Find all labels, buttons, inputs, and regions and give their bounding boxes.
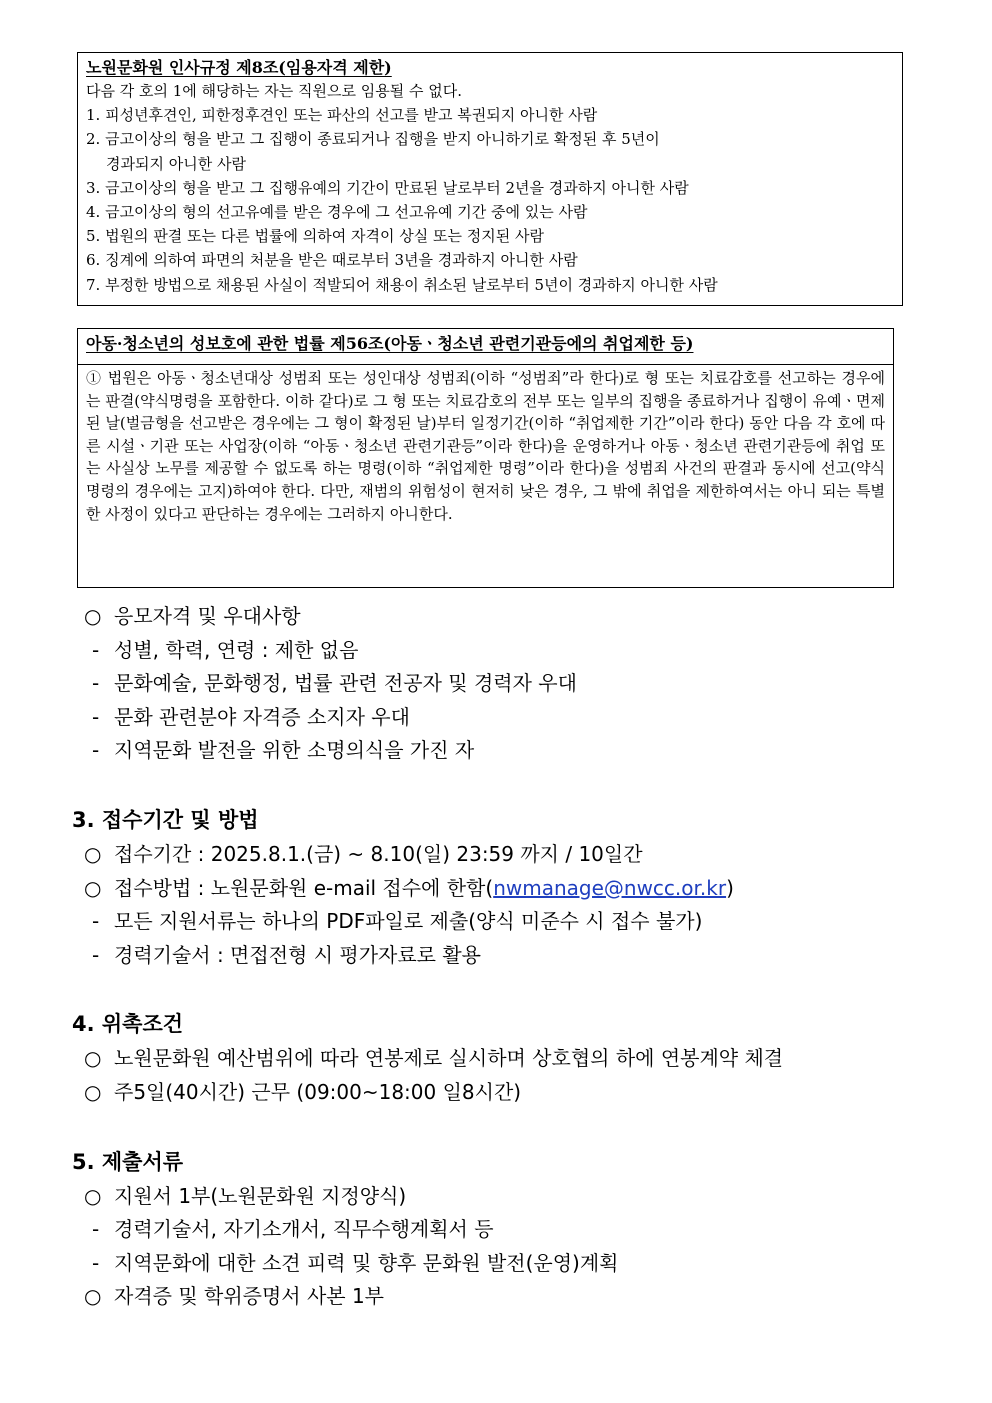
circle-bullet: ○: [84, 1079, 102, 1104]
qualification-item: - 문화예술, 문화행정, 법률 관련 전공자 및 경력자 우대: [72, 667, 932, 701]
personnel-rule-title: 노원문화원 인사규정 제8조(임용자격 제한): [86, 58, 392, 77]
dash-bullet: -: [92, 738, 100, 763]
child-protection-law-paragraph: ① 법원은 아동ㆍ청소년대상 성범죄 또는 성인대상 성범죄(이하 “성범죄”라 한다)로 형 또는 치료감호를 선고하는 경우에는 판결(약식명령을 포함한다. 이하 같다)로 그 형 또는 치료감호의 전부 또는 일부의 집행을 종료하거나 집행이 유예ㆍ면제된 날(벌금형을 선고받은 경우에는 그 형이 확정된 날)부터 일정기간(이하 “취업제한 기간”이라 한다) 동안 다음 각 호에 따른 시설ㆍ기관 또는 사업장(이하 “아동ㆍ청소년 관련기관등”이라 한다)을 운영하거나 아동ㆍ청소년 관련기관등에 취업 또는 사실상 노무를 제공할 수 없도록 하는 명령(이하 “취업제한 명령”이라 한다)을 성범죄 사건의 판결과 동시에 선고(약식명령의 경우에는 고지)하여야 한다. 다만, 재범의 위험성이 현저히 낮은 경우, 그 밖에 취업을 제한하여서는 아니 되는 특별한 사정이 있다고 판단하는 경우에는 그러하지 아니한다.: [78, 364, 893, 525]
rule-item-2-cont: 경과되지 아니한 사람: [106, 154, 246, 173]
application-item: - 모든 지원서류는 하나의 PDF파일로 제출(양식 미준수 시 접수 불가): [72, 905, 932, 939]
application-period: ○ 접수기간 : 2025.8.1.(금) ~ 8.10(일) 23:59 까지 / 10일간: [72, 838, 932, 872]
application-method: ○ 접수방법 : 노원문화원 e-mail 접수에 한함(nwmanage@nwcc.or.kr): [72, 872, 932, 906]
rule-intro: 다음 각 호의 1에 해당하는 자는 직원으로 임용될 수 없다.: [86, 82, 463, 100]
qualification-item: - 지역문화 발전을 위한 소명의식을 가진 자: [72, 734, 932, 768]
rule-item-1: 1. 피성년후견인, 피한정후견인 또는 파산의 선고를 받고 복권되지 아니한 사람: [86, 106, 598, 125]
qualification-item: - 문화 관련분야 자격증 소지자 우대: [72, 701, 932, 735]
dash-bullet: -: [92, 637, 100, 662]
rule-item-5: 5. 법원의 판결 또는 다른 법률에 의하여 자격이 상실 또는 정지된 사람: [86, 227, 544, 246]
section-4-heading: 4. 위촉조건: [72, 1012, 184, 1037]
dash-bullet: -: [92, 1250, 100, 1275]
dash-bullet: -: [92, 942, 100, 967]
child-protection-law-box: [77, 328, 894, 588]
rule-item-2: 2. 금고이상의 형을 받고 그 집행이 종료되거나 집행을 받지 아니하기로 확정된 후 5년이: [86, 130, 660, 149]
personnel-rule-box: [77, 52, 903, 306]
dash-bullet: -: [92, 671, 100, 696]
main-content: [72, 600, 932, 1314]
email-link[interactable]: nwmanage@nwcc.or.kr: [493, 875, 727, 900]
rule-item-3: 3. 금고이상의 형을 받고 그 집행유예의 기간이 만료된 날로부터 2년을 경과하지 아니한 사람: [86, 178, 689, 197]
appointment-condition: ○ 노원문화원 예산범위에 따라 연봉제로 실시하며 상호협의 하에 연봉계약 체결: [72, 1042, 932, 1076]
rule-item-7: 7. 부정한 방법으로 채용된 사실이 적발되어 채용이 취소된 날로부터 5년이 경과하지 아니한 사람: [86, 275, 718, 294]
required-document-sub: - 지역문화에 대한 소견 피력 및 향후 문화원 발전(운영)계획: [72, 1247, 932, 1281]
required-document: ○ 자격증 및 학위증명서 사본 1부: [72, 1280, 932, 1314]
qualification-item: - 성별, 학력, 연령 : 제한 없음: [72, 634, 932, 668]
required-document-sub: - 경력기술서, 자기소개서, 직무수행계획서 등: [72, 1213, 932, 1247]
appointment-condition: ○ 주5일(40시간) 근무 (09:00~18:00 일8시간): [72, 1076, 932, 1110]
circle-bullet: ○: [84, 1183, 102, 1208]
circle-bullet: ○: [84, 1284, 102, 1309]
circle-bullet: ○: [84, 604, 102, 628]
child-protection-law-title: 아동·청소년의 성보호에 관한 법률 제56조(아동ㆍ청소년 관련기관등에의 취업제한 등): [86, 334, 694, 353]
dash-bullet: -: [92, 909, 100, 934]
application-item: - 경력기술서 : 면접전형 시 평가자료로 활용: [72, 939, 932, 973]
rule-item-6: 6. 징계에 의하여 파면의 처분을 받은 때로부터 3년을 경과하지 아니한 사람: [86, 251, 578, 270]
required-document: ○ 지원서 1부(노원문화원 지정양식): [72, 1180, 932, 1214]
rule-item-4: 4. 금고이상의 형의 선고유예를 받은 경우에 그 선고유예 기간 중에 있는 사람: [86, 203, 588, 222]
qualification-title: ○ 응모자격 및 우대사항: [72, 600, 932, 634]
dash-bullet: -: [92, 1217, 100, 1242]
circle-bullet: ○: [84, 841, 102, 866]
dash-bullet: -: [92, 704, 100, 729]
section-3-heading: 3. 접수기간 및 방법: [72, 807, 259, 832]
circle-bullet: ○: [84, 1046, 102, 1071]
circle-bullet: ○: [84, 875, 102, 900]
section-5-heading: 5. 제출서류: [72, 1149, 184, 1174]
